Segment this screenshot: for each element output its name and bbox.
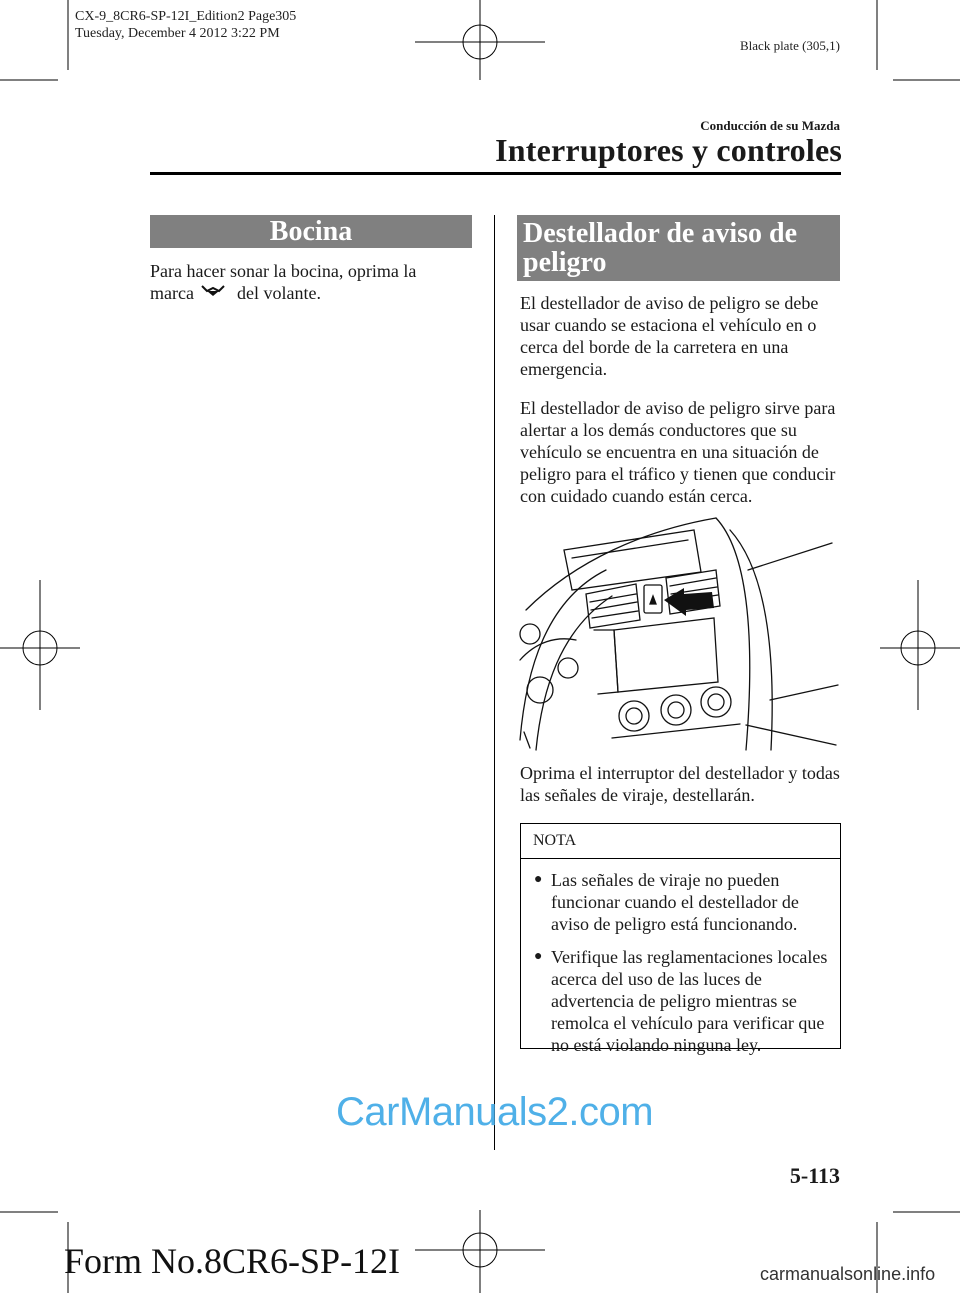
bocina-line-2-post: del volante. (236, 283, 321, 303)
watermark: CarManuals2.com (336, 1090, 654, 1134)
hazard-heading-bar (517, 215, 840, 281)
bocina-text (150, 260, 480, 304)
section-kicker: Conducción de su Mazda (700, 118, 840, 133)
note-list (521, 859, 840, 1056)
note-item-text-2: Verifique las reglamentaciones locales acerca del uso de las luces de advertencia de peligro mientras se remolca el vehículo para verificar que no está violando ninguna ley. (551, 947, 828, 1055)
section-title: Interruptores y controles (495, 132, 842, 168)
site-mark: carmanualsonline.info (760, 1264, 936, 1284)
note-item (521, 946, 832, 1056)
form-number: Form No.8CR6-SP-12I (64, 1241, 401, 1281)
bullet-icon: ● (534, 872, 543, 887)
hazard-heading: Destellador de aviso de peligro (523, 218, 798, 278)
bocina-line-1: Para hacer sonar la bocina, oprima la (150, 261, 417, 281)
note-item (521, 869, 832, 935)
bocina-line-2 (150, 282, 480, 304)
bocina-heading-bar (150, 215, 472, 248)
hazard-caption: Oprima el interruptor del destellador y todas las señales de viraje, destellarán. (520, 763, 840, 805)
print-file-line: CX-9_8CR6-SP-12I_Edition2 Page305 (75, 9, 297, 24)
plate-label: Black plate (305,1) (740, 38, 840, 53)
page-number: 5-113 (789, 1163, 840, 1188)
note-box (520, 823, 841, 1055)
bullet-icon: ● (534, 949, 543, 964)
bocina-heading: Bocina (269, 216, 353, 247)
hazard-para-1: El destellador de aviso de peligro se debe usar cuando se estaciona el vehículo en o cerca del borde de la carretera en una emergencia. (520, 293, 819, 379)
dashboard-hazard-switch-illustration (516, 510, 840, 758)
print-date-line: Tuesday, December 4 2012 3:22 PM (75, 26, 280, 41)
bocina-line-2-pre: marca (150, 283, 194, 303)
note-title: NOTA (533, 832, 577, 849)
note-item-text-1: Las señales de viraje no pueden funcionar cuando el destellador de aviso de peligro está funcionando. (551, 870, 799, 934)
column-divider (494, 215, 495, 1150)
horn-icon (200, 284, 226, 298)
header-rule (150, 172, 841, 175)
hazard-para-2: El destellador de aviso de peligro sirve para alertar a los demás conductores que su vehículo se encuentra en una situación de peligro para el tráfico y tienen que conducir con cuidado cuando están cerca. (520, 398, 836, 506)
